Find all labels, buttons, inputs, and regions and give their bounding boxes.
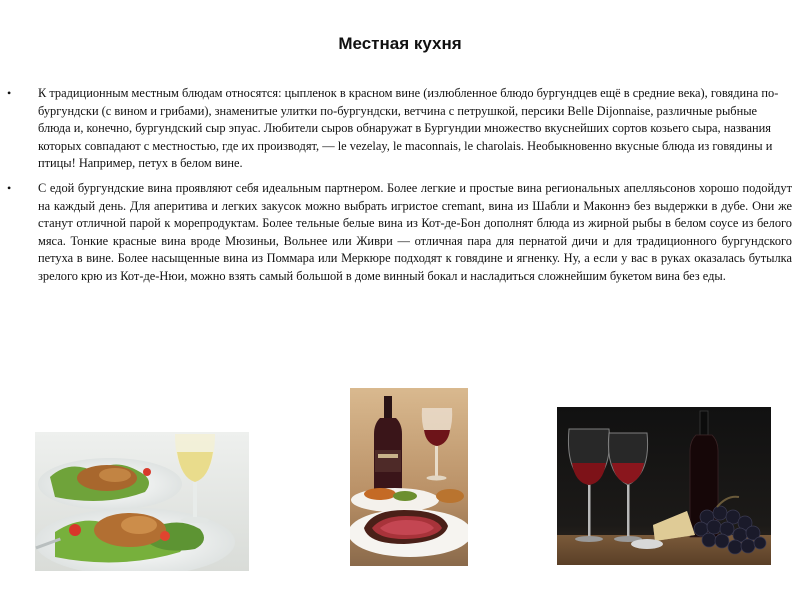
bullet-item-cuisine — [0, 85, 800, 173]
bullet-text: С едой бургундские вина проявляют себя идеальным партнером. Более легкие и простые вина региональных апелляьсонов хорошо подойдут на каждый день. Для аперитива и легких закусок можно выбрать игристое cremant, вина из Шабли и Маконнэ без выдержки в дубе. Они же станут отличной парой к морепродуктам. Более тельные белые вина из Кот-де-Бон дополнят блюда из жирной рыбы в белом соусе из белого мяса. Тонкие красные вина вроде Мюзиньи, Вольнее или Живри — отличная пара для пернатой дичи и для традиционного бургундского петуха в вине. Более насыщенные вина из Поммара или Меркюре подходят к говядине и ягненку. Ну, а если у вас в руках оказалась бутылка зрелого крю из Кот-де-Нюи, можно взять самый большой в доме винный бокал и насладиться сложнейшим букетом вина без еды. — [38, 180, 792, 283]
photo-wine-grapes-cheese — [557, 407, 771, 565]
bullet-marker: • — [7, 86, 12, 100]
steak-wine-image — [350, 388, 468, 566]
slide-title: Местная кухня — [338, 34, 462, 53]
wine-grapes-image — [557, 407, 771, 565]
bullet-marker: • — [7, 180, 12, 195]
bullet-list — [0, 85, 800, 293]
plated-dish-image — [35, 432, 249, 571]
bullet-item-wine-pairing — [0, 180, 800, 286]
bullet-text: К традиционным местным блюдам относятся: цыпленок в красном вине (излюбленное блюдо бургундцев ещё в средние века), говядина по-бургундски (с вином и грибами), знаменитые улитки по-бургундски, ветчина с петрушкой, персики Belle Dijonnaise, различные рыбные блюда и, конечно, бургундский сыр эпуас. Любители сыров обнаружат в Бургундии множество вкуснейших сортов козьего сыра, названия которых совпадают с местностью, где их производят, — le vezelay, le maconnais, le charolais. Необыкновенно вкусные блюда из говядины и птицы! Например, петух в белом вине. — [38, 86, 779, 171]
photo-plated-dish — [35, 432, 249, 571]
photo-steak-red-wine — [350, 388, 468, 566]
